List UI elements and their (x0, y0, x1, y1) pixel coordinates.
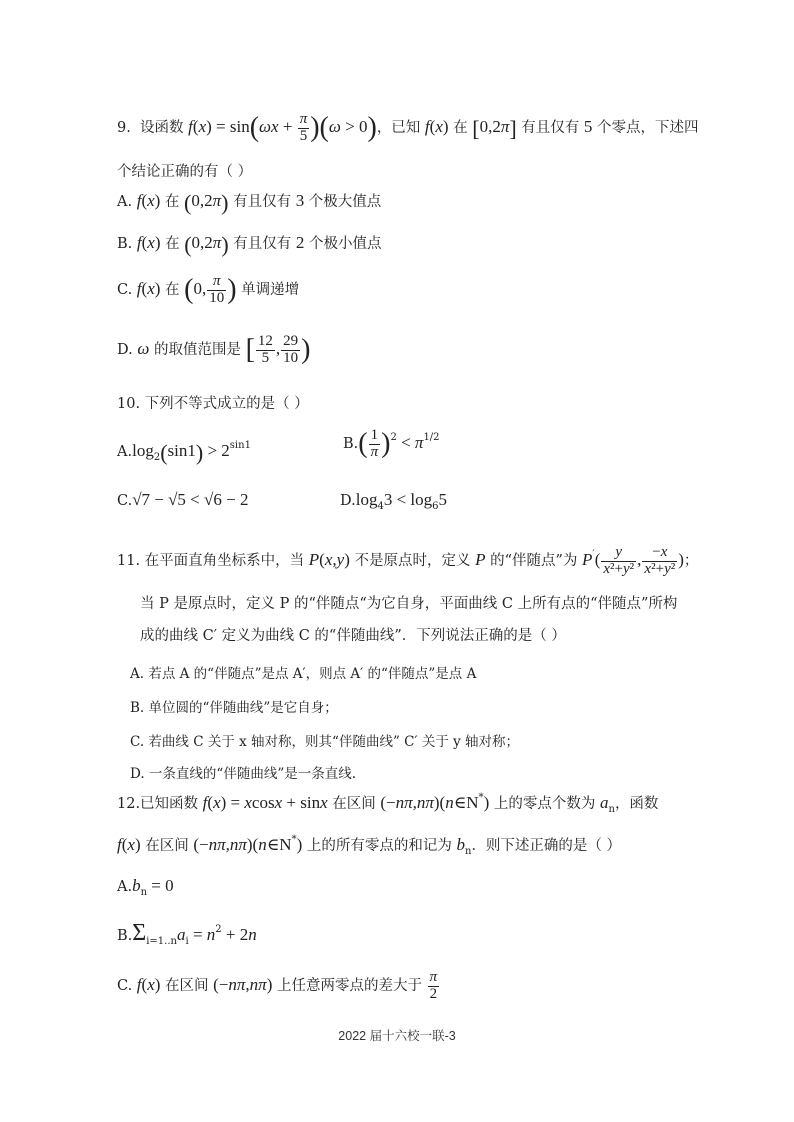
q11-stem-line1: 11. 在平面直角坐标系中，当 P(x,y) 不是原点时，定义 P 的“伴随点”为 P′( $\frac{y}{\text{x²+y²}}$ , $\frac{-x}{\text{x²+y²}}$ )； (117, 544, 699, 577)
q11-option-c: C. 若曲线 C 关于 x 轴对称，则其“伴随曲线” C′ 关于 y 轴对称； (130, 734, 520, 750)
q12-option-c: C. f(x) 在区间 (−nπ,nπ) 上任意两零点的差大于 $\frac{\pi}{2}$ (117, 969, 438, 1002)
q9-option-b: B. f(x) 在 (0,2π) 有且仅有 2 个极小值点 (117, 232, 382, 257)
q10-option-c: C.√7 − √5 < √6 − 2 (117, 490, 249, 509)
q11-option-a: A. 若点 A 的“伴随点”是点 A′，则点 A′ 的“伴随点”是点 A (130, 666, 477, 682)
q9-option-d: D. ω 的取值范围是 [ $\frac{12}{5}$ , $\frac{29}{10}$ ) (117, 333, 311, 366)
q10-option-a: $A.\log_2(\sin 1) > 2^{sin1}$ (117, 440, 251, 465)
q11-option-d: D. 一条直线的“伴随曲线”是一条直线. (130, 766, 357, 782)
page-footer: 2022 届十六校一联-3 (338, 1029, 456, 1043)
q9-option-a: A. f(x) 在 (0,2π) 有且仅有 3 个极大值点 (117, 190, 382, 215)
q12-stem-line1: 12.已知函数 f(x) = xcosx + sinx 在区间 (−nπ,nπ)(n∈N*) 上的零点个数为 $a_n$，函数 (117, 792, 659, 815)
q10-stem: 10. 下列不等式成立的是（ ） (117, 396, 309, 412)
q9-option-c: C. f(x) 在 (0, $\frac{\pi}{10}$ ) 单调递增 (117, 273, 300, 306)
q12-stem-line2: f(x) 在区间 (−nπ,nπ)(n∈N*) 上的所有零点的和记为 $b_n$．则下述正确的是（ ） (117, 834, 622, 857)
q12-option-b: $B.\Sigma_{i=1..n}a_i = n^2 + 2n$ (117, 920, 257, 947)
q9-stem-line1: 9. 设函数 f(x) = sin(ωx + $\frac{\pi}{5}$ )(ω > 0)，已知 f(x) 在 [0,2π] 有且仅有 5 个零点，下述四 (117, 111, 699, 144)
q12-option-a: $A.b_n = 0$ (117, 876, 174, 898)
q10-option-d: $D.\log_43 < \log_65$ (340, 490, 448, 512)
q11-stem-line2: 当 P 是原点时，定义 P 的“伴随点“为它自身，平面曲线 C 上所有点的“伴随点”所构 (140, 596, 678, 612)
q9-stem-line2: 个结论正确的有（ ） (117, 164, 253, 180)
q10-option-b: B.( $\frac{1}{\pi}$ )$^2 < \pi^{1/2}$ (343, 427, 440, 460)
q11-stem-line3: 成的曲线 C′ 定义为曲线 C 的“伴随曲线”．下列说法正确的是（ ） (140, 628, 566, 644)
q11-option-b: B. 单位圆的“伴随曲线”是它自身； (130, 700, 338, 716)
